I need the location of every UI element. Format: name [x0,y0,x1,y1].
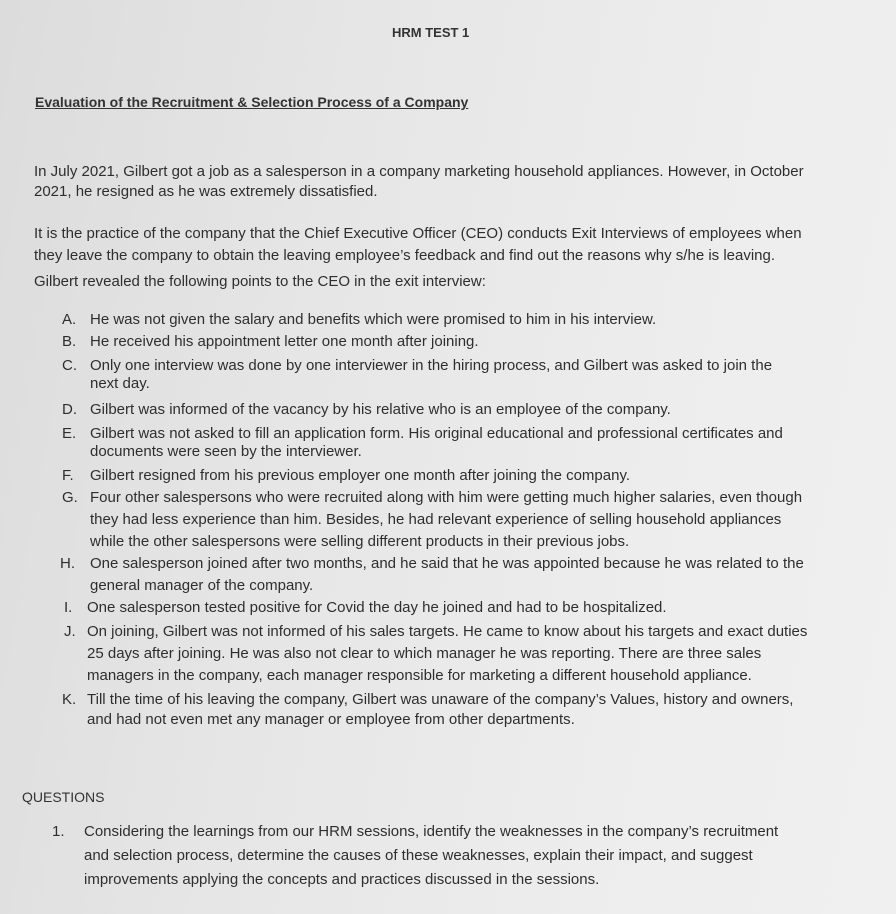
point-line: Four other salespersons who were recruited along with him were getting much higher salaries, even though [90,489,803,506]
point-marker: C. [62,357,77,374]
point-line: Till the time of his leaving the company, Gilbert was unaware of the company’s Values, history and owners, [87,691,794,708]
point-marker: E. [62,425,77,442]
paragraph-line: In July 2021, Gilbert got a job as a salesperson in a company marketing household appliances. However, in October [34,163,804,180]
paragraph-line: Gilbert revealed the following points to the CEO in the exit interview: [34,273,486,290]
question-line: Considering the learnings from our HRM sessions, identify the weaknesses in the company’s recruitment [84,823,779,840]
question-number: 1. [52,823,65,840]
paragraph-line: 2021, he resigned as he was extremely dissatisfied. [34,183,378,200]
point-marker: H. [60,555,75,572]
point-marker: F. [62,467,74,484]
point-line: One salesperson joined after two months, and he said that he was appointed because he was related to the [90,555,804,572]
document-title: HRM TEST 1 [392,25,470,40]
point-line: On joining, Gilbert was not informed of his sales targets. He came to know about his targets and exact duties [87,623,808,640]
point-line: He was not given the salary and benefits which were promised to him in his interview. [90,311,657,328]
point-line: He received his appointment letter one month after joining. [90,333,479,350]
questions-label: QUESTIONS [22,789,105,805]
point-marker: A. [62,311,77,328]
question-line: improvements applying the concepts and practices discussed in the sessions. [84,871,600,888]
case-heading: Evaluation of the Recruitment & Selection Process of a Company [35,94,469,110]
point-line: and had not even met any manager or employee from other departments. [87,711,575,728]
point-line: they had less experience than him. Besides, he had relevant experience of selling household appliances [90,511,782,528]
point-marker: G. [62,489,78,506]
point-line: One salesperson tested positive for Covid the day he joined and had to be hospitalized. [87,599,667,616]
point-line: Only one interview was done by one interviewer in the hiring process, and Gilbert was asked to join the [90,357,773,374]
point-line: Gilbert was not asked to fill an application form. His original educational and professional certificates and [90,425,783,442]
point-line: managers in the company, each manager responsible for marketing a different household appliance. [87,667,752,684]
point-line: general manager of the company. [90,577,314,594]
point-line: Gilbert was informed of the vacancy by his relative who is an employee of the company. [90,401,671,418]
point-marker: B. [62,333,77,350]
point-marker: J. [64,623,76,640]
point-line: 25 days after joining. He was also not clear to which manager he was reporting. There are three sales [87,645,762,662]
point-marker: K. [62,691,77,708]
point-marker: I. [64,599,73,616]
point-marker: D. [62,401,77,418]
point-line: while the other salespersons were selling different products in their previous jobs. [90,533,630,550]
point-line: documents were seen by the interviewer. [90,443,362,460]
paragraph-line: It is the practice of the company that the Chief Executive Officer (CEO) conducts Exit Interviews of employees when [34,225,802,242]
point-line: Gilbert resigned from his previous employer one month after joining the company. [90,467,630,484]
point-line: next day. [90,375,150,392]
paragraph-line: they leave the company to obtain the leaving employee’s feedback and find out the reasons why s/he is leaving. [34,247,776,264]
question-line: and selection process, determine the causes of these weaknesses, explain their impact, and suggest [84,847,753,864]
